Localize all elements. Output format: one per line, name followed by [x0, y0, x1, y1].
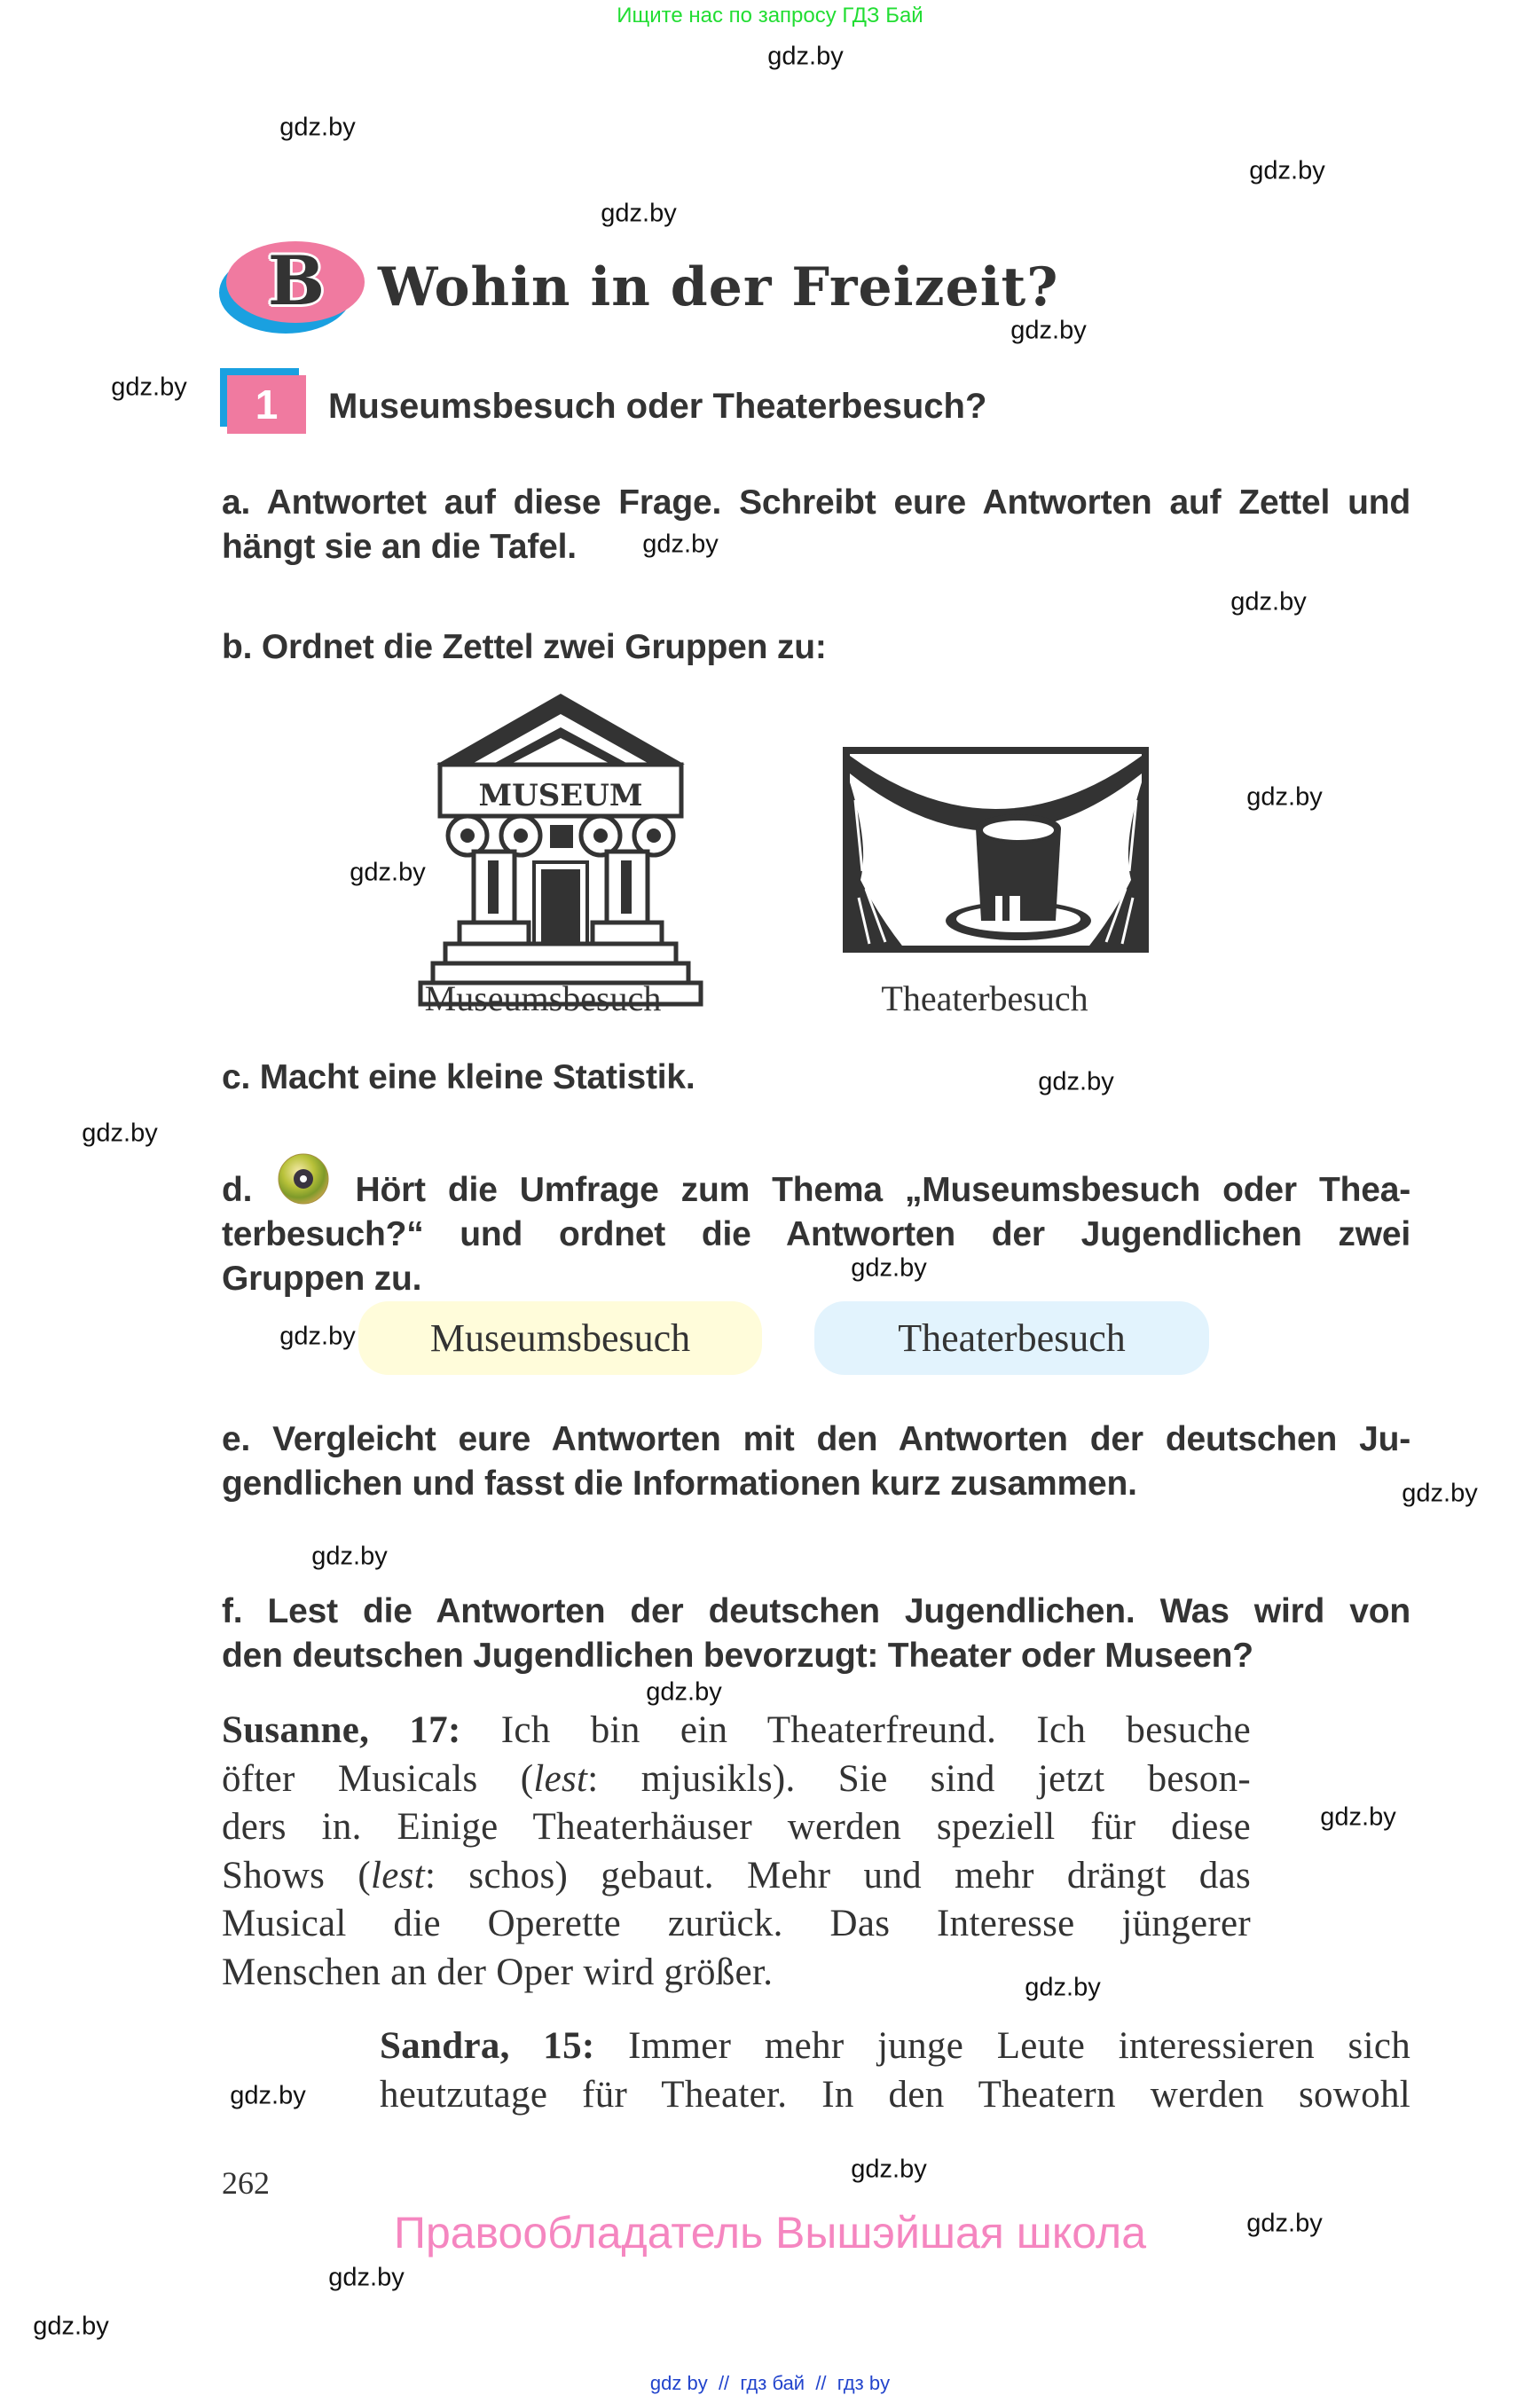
watermark: gdz.by: [1230, 587, 1307, 616]
watermark: gdz.by: [1038, 1067, 1114, 1096]
watermark: gdz.by: [279, 113, 356, 142]
watermark: gdz.by: [1249, 156, 1325, 185]
audio-cd-icon[interactable]: [278, 1153, 329, 1205]
section-badge: [218, 238, 369, 337]
group-museumsbesuch: Museumsbesuch: [358, 1301, 762, 1375]
watermark: gdz.by: [1246, 782, 1323, 812]
watermark: gdz.by: [279, 1322, 356, 1351]
watermark: gdz.by: [33, 2312, 109, 2341]
watermark: gdz.by: [328, 2263, 405, 2292]
watermark: gdz.by: [311, 1542, 388, 1571]
reading-susanne: Susanne, 17: Ich bin ein Theaterfreund. Ich besuche öfter Musicals (lest: mjusikls). Sie sind jetzt beson- ders in. Einige Theaterhäuser werden speziell für diese Shows (lest: schos) gebaut. Mehr und mehr drängt das Musical die Operette zurück. Das Interesse jüngerer Menschen an der Oper wird größer.: [222, 1709, 1252, 1993]
footer-links[interactable]: gdz by // гдз бай // гдз by: [649, 2372, 891, 2394]
watermark: gdz.by: [601, 199, 677, 228]
section-title: Wohin in der Freizeit?: [378, 256, 1059, 318]
exercise-title: Museumsbesuch oder Theaterbesuch?: [328, 387, 987, 426]
group-theaterbesuch: Theaterbesuch: [814, 1301, 1209, 1375]
theater-illustration: [843, 747, 1149, 953]
watermark: gdz.by: [851, 2155, 927, 2184]
section-badge-letter: B: [267, 241, 326, 320]
task-f: f. Lest die Antworten der deutschen Jugendlichen. Was wird von den deutschen Jugendlichen bevorzugt: Theater oder Museen?: [222, 1592, 1410, 1675]
top-banner: Ищите нас по запросу ГДЗ Бай: [617, 4, 923, 27]
watermark: gdz.by: [230, 2081, 306, 2110]
task-c: c. Macht eine kleine Statistik.: [222, 1058, 695, 1096]
reading-sandra: Sandra, 15: Immer mehr junge Leute interessieren sich heutzutage für Theater. In den Theatern werden sowohl: [380, 2025, 1410, 2116]
task-d: d. Hört die Umfrage zum Thema „Museumsbesuch oder Thea- terbesuch?“ und ordnet die Antworten der Jugendlichen zwei Gruppen zu.: [222, 1153, 1410, 1301]
speaker-name: Sandra, 15:: [380, 2025, 595, 2067]
watermark: gdz.by: [82, 1119, 158, 1148]
watermark: gdz.by: [1010, 316, 1087, 345]
task-e: e. Vergleicht eure Antworten mit den Antworten der deutschen Ju- gendlichen und fasst die Informationen kurz zusammen.: [222, 1420, 1410, 1503]
watermark: gdz.by: [851, 1253, 927, 1283]
watermark: gdz.by: [1246, 2209, 1323, 2238]
museum-caption: Museumsbesuch: [424, 978, 662, 1018]
museum-illustration: [428, 692, 694, 958]
watermark: gdz.by: [1320, 1802, 1396, 1832]
watermark: gdz.by: [1402, 1479, 1478, 1508]
speaker-name: Susanne, 17:: [222, 1709, 461, 1751]
theater-caption: Theaterbesuch: [881, 978, 1088, 1018]
page-number: 262: [222, 2165, 270, 2201]
watermark: gdz.by: [642, 530, 719, 559]
watermark: gdz.by: [767, 42, 844, 71]
exercise-badge: [220, 368, 309, 435]
watermark: gdz.by: [1025, 1973, 1101, 2002]
exercise-number: 1: [255, 381, 279, 428]
watermark: gdz.by: [111, 373, 187, 402]
task-a: a. Antwortet auf diese Frage. Schreibt eure Antworten auf Zettel und hängt sie an die Tafel.: [222, 483, 1410, 566]
watermark: gdz.by: [350, 858, 426, 887]
watermark: gdz.by: [646, 1677, 722, 1707]
museum-sign: MUSEUM: [478, 778, 643, 813]
copyright-notice: Правообладатель Вышэйшая школа: [394, 2208, 1146, 2258]
task-b: b. Ordnet die Zettel zwei Gruppen zu:: [222, 628, 827, 666]
